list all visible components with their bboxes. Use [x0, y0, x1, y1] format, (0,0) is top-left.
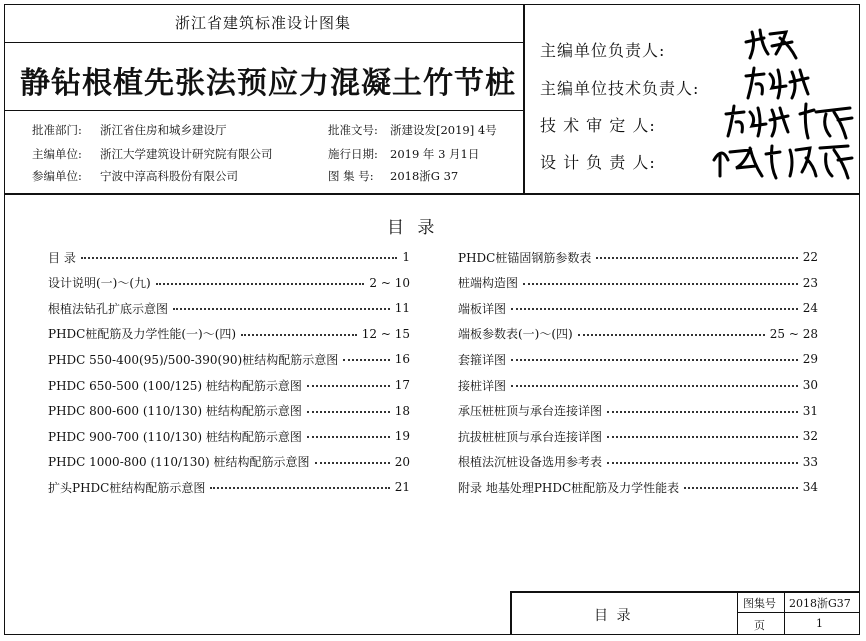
toc-entry-page: 23 — [802, 275, 818, 290]
approval-dept-value: 浙江省住房和城乡建设厅 — [100, 123, 227, 137]
signature-technical-reviewer — [722, 100, 856, 144]
toc-leader-dots — [307, 436, 390, 438]
approval-no-label: 批准文号: — [328, 123, 378, 137]
toc-entry-page: 18 — [394, 403, 410, 418]
toc-title: 目 录 — [387, 218, 439, 238]
toc-entry-label: PHDC桩锚固钢筋参数表 — [458, 250, 592, 265]
title-block-div1 — [737, 591, 738, 635]
toc-entry-label: 附录 地基处理PHDC桩配筋及力学性能表 — [458, 480, 680, 495]
title-block-mid — [737, 612, 860, 613]
technical-chief-label: 主编单位技术负责人: — [540, 79, 700, 98]
toc-entry-page: 17 — [394, 378, 410, 392]
approval-dept-label: 批准部门: — [32, 123, 82, 137]
co-editor-unit-label: 参编单位: — [32, 169, 82, 183]
editor-unit-label: 主编单位: — [32, 147, 82, 161]
toc-leader-dots — [511, 385, 798, 387]
toc-entry — [458, 248, 818, 266]
toc-leader-dots — [607, 436, 798, 438]
signature-design-leader — [710, 140, 856, 184]
toc-entry-page: 25 ~ 28 — [769, 326, 818, 341]
toc-entry-label: 端板详图 — [458, 301, 507, 316]
effective-date-value: 2019 年 3 月1日 — [390, 147, 480, 161]
sheet-name: 目 录 — [594, 608, 633, 624]
atlas-number-value: 2018浙G37 — [789, 597, 851, 610]
toc-leader-dots — [684, 487, 798, 489]
toc-leader-dots — [210, 487, 389, 489]
series-divider — [4, 42, 524, 43]
toc-entry — [48, 325, 410, 343]
toc-entry — [48, 248, 410, 266]
toc-entry-page: 24 — [802, 301, 818, 316]
toc-leader-dots — [307, 411, 390, 413]
toc-entry — [458, 274, 818, 292]
toc-entry — [48, 402, 410, 420]
toc-entry — [48, 299, 410, 317]
toc-leader-dots — [607, 411, 798, 413]
toc-entry-page: 16 — [394, 352, 410, 367]
toc-entry — [48, 350, 410, 368]
toc-entry — [48, 453, 410, 471]
toc-entry — [458, 402, 818, 420]
chief-editor-label: 主编单位负责人: — [540, 41, 666, 60]
toc-leader-dots — [81, 257, 398, 259]
toc-leader-dots — [307, 385, 390, 387]
toc-leader-dots — [596, 257, 797, 259]
toc-entry-page: 20 — [394, 454, 410, 469]
toc-entry-label: 套箍详图 — [458, 352, 507, 367]
toc-entry-page: 33 — [802, 454, 818, 469]
toc-leader-dots — [241, 334, 357, 336]
toc-entry-page: 34 — [802, 480, 818, 495]
toc-entry — [48, 274, 410, 292]
toc-leader-dots — [315, 462, 390, 464]
toc-leader-dots — [607, 462, 798, 464]
toc-entry — [458, 478, 818, 496]
title-block-left — [510, 591, 512, 635]
toc-leader-dots — [343, 359, 390, 361]
toc-entry-label: 端板参数表(一)～(四) — [458, 327, 573, 342]
toc-entry — [458, 453, 818, 471]
toc-entry-label: 桩端构造图 — [458, 276, 519, 291]
toc-entry-label: 承压桩桩顶与承台连接详图 — [458, 404, 603, 419]
title-block-div2 — [784, 591, 785, 635]
atlas-title: 静钻根植先张法预应力混凝土竹节桩 — [20, 66, 516, 101]
atlas-no-label: 图 集 号: — [328, 169, 374, 183]
approval-no-value: 浙建设发[2019] 4号 — [390, 123, 497, 137]
toc-entry-page: 31 — [802, 403, 818, 418]
toc-entry — [458, 350, 818, 368]
toc-entry-page: 21 — [394, 480, 410, 495]
co-editor-unit-value: 宁波中淳高科股份有限公司 — [100, 169, 238, 183]
header-divider — [4, 193, 860, 195]
technical-reviewer-label: 技 术 审 定 人: — [540, 116, 656, 135]
toc-entry — [458, 376, 818, 394]
toc-entry-page: 11 — [394, 301, 410, 316]
toc-entry — [48, 376, 410, 394]
effective-date-label: 施行日期: — [328, 147, 378, 161]
toc-entry-label: 抗拔桩桩顶与承台连接详图 — [458, 429, 603, 444]
signature-chief-editor — [742, 24, 802, 64]
toc-entry-label: 扩头PHDC桩结构配筋示意图 — [48, 480, 206, 495]
toc-leader-dots — [578, 334, 765, 336]
toc-entry-label: 接桩详图 — [458, 378, 507, 393]
toc-entry-label: 目 录 — [48, 250, 76, 265]
toc-entry-label: 根植法钻孔扩底示意图 — [48, 301, 169, 316]
title-block-top — [510, 591, 860, 593]
toc-leader-dots — [156, 283, 365, 285]
toc-entry — [48, 478, 410, 496]
toc-entry-label: PHDC 900-700 (110/130) 桩结构配筋示意图 — [48, 429, 302, 444]
toc-leader-dots — [511, 308, 798, 310]
toc-leader-dots — [173, 308, 390, 310]
series-title: 浙江省建筑标准设计图集 — [175, 14, 352, 32]
toc-entry-page: 12 ~ 15 — [361, 326, 410, 341]
toc-entry-label: PHDC 800-600 (110/130) 桩结构配筋示意图 — [48, 404, 302, 419]
toc-entry-label: 根植法沉桩设备选用参考表 — [458, 455, 603, 470]
toc-entry-label: PHDC桩配筋及力学性能(一)～(四) — [48, 327, 237, 342]
signature-technical-chief — [742, 64, 812, 104]
toc-entry-page: 29 — [802, 352, 818, 367]
atlas-no-value: 2018浙G 37 — [390, 169, 459, 183]
toc-entry-page: 2 ~ 10 — [369, 275, 410, 290]
toc-entry-label: PHDC 650-500 (100/125) 桩结构配筋示意图 — [48, 378, 302, 393]
toc-entry — [458, 325, 818, 343]
toc-leader-dots — [523, 283, 798, 285]
header-vertical-divider — [523, 4, 525, 194]
page-number: 1 — [816, 617, 823, 630]
toc-entry-page: 30 — [802, 378, 818, 392]
toc-entry-page: 32 — [802, 429, 818, 444]
toc-entry-page: 1 — [402, 250, 410, 264]
toc-entry — [48, 427, 410, 445]
atlas-number-label: 图集号 — [743, 597, 776, 610]
page-label: 页 — [754, 619, 765, 632]
toc-entry — [458, 299, 818, 317]
toc-entry-page: 19 — [394, 429, 410, 444]
toc-entry-label: PHDC 1000-800 (110/130) 桩结构配筋示意图 — [48, 455, 310, 470]
toc-entry-label: PHDC 550-400(95)/500-390(90)桩结构配筋示意图 — [48, 352, 339, 367]
editor-unit-value: 浙江大学建筑设计研究院有限公司 — [100, 147, 273, 161]
toc-entry — [458, 427, 818, 445]
toc-leader-dots — [511, 359, 798, 361]
toc-entry-page: 22 — [802, 250, 818, 264]
toc-entry-label: 设计说明(一)～(九) — [48, 276, 151, 291]
design-leader-label: 设 计 负 责 人: — [540, 153, 656, 172]
title-divider — [4, 110, 524, 111]
